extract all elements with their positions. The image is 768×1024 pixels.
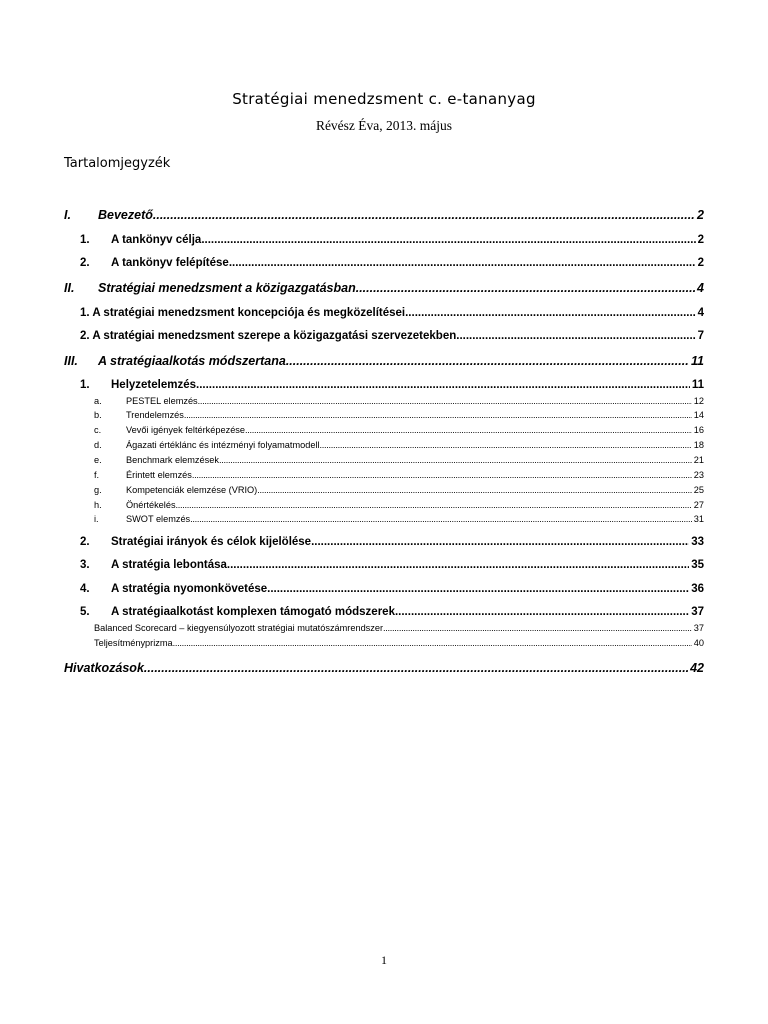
document-author: Révész Éva, 2013. május: [315, 118, 453, 133]
toc-entry-label: Stratégiai menedzsment a közigazgatásban: [98, 281, 356, 295]
toc-dot-leader: [320, 440, 692, 450]
toc-entry-number: 1.: [80, 234, 90, 246]
toc-entry-number: II.: [64, 281, 75, 295]
toc-entry-number: d.: [94, 440, 102, 450]
toc-entry-page: 14: [693, 410, 704, 420]
toc-entry-23[interactable]: [94, 638, 704, 648]
toc-dot-leader: [176, 500, 692, 510]
toc-entry-7[interactable]: [64, 354, 704, 368]
toc-entry-label: Érintett elemzés: [126, 470, 192, 480]
toc-entry-page: 40: [693, 638, 704, 648]
toc-entry-label: A tankönyv célja: [111, 234, 202, 246]
toc-entry-18[interactable]: [80, 536, 704, 548]
toc-entry-number: f.: [94, 470, 100, 480]
toc-entry-8[interactable]: [80, 379, 704, 391]
toc-entry-14[interactable]: [94, 470, 704, 480]
toc-entry-label: A stratégiaalkotás módszertana: [98, 354, 286, 368]
toc-entry-page: 12: [693, 396, 704, 406]
toc-entry-page: 27: [693, 500, 704, 510]
toc-entry-page: 25: [693, 485, 704, 495]
toc-dot-leader: [245, 425, 692, 435]
toc-entry-2[interactable]: [80, 234, 704, 246]
toc-dot-leader: [257, 485, 692, 495]
toc-entry-number: 3.: [80, 559, 90, 571]
toc-entry-label: SWOT elemzés: [126, 514, 191, 524]
toc-entry-3[interactable]: [80, 257, 704, 269]
toc-dot-leader: [311, 536, 689, 548]
toc-entry-page: 42: [690, 661, 704, 675]
toc-entry-page: 18: [693, 440, 704, 450]
toc-dot-leader: [201, 234, 695, 246]
toc-entry-label: Helyzetelemzés: [111, 379, 197, 391]
toc-entry-page: 37: [691, 606, 704, 618]
toc-entry-number: 4.: [80, 583, 90, 595]
toc-entry-label: Balanced Scorecard – kiegyensúlyozott stratégiai mutatószámrendszer: [94, 623, 384, 633]
toc-entry-label: A stratégiaalkotást komplexen támogató módszerek: [111, 606, 395, 618]
toc-entry-page: 21: [693, 455, 704, 465]
page-number: 1: [381, 953, 387, 967]
toc-entry-number: c.: [94, 425, 102, 435]
toc-entry-13[interactable]: [94, 455, 704, 465]
toc-entry-label: Önértékelés: [126, 500, 176, 510]
toc-entry-page: 16: [693, 425, 704, 435]
toc-entry-label: 1. A stratégiai menedzsment koncepciója és megközelítései: [80, 307, 406, 319]
toc-entry-4[interactable]: [64, 281, 704, 295]
toc-dot-leader: [190, 514, 692, 524]
toc-entry-page: 4: [697, 281, 704, 295]
toc-entry-21[interactable]: [80, 606, 704, 618]
toc-entry-page: 23: [693, 470, 704, 480]
toc-dot-leader: [173, 638, 692, 648]
toc-entry-label: Teljesítményprizma: [94, 638, 173, 648]
toc-dot-leader: [356, 281, 695, 295]
toc-entry-15[interactable]: [94, 485, 704, 495]
toc-entry-9[interactable]: [94, 396, 704, 406]
toc-heading: Tartalomjegyzék: [64, 156, 171, 171]
toc-entry-number: h.: [94, 500, 102, 510]
toc-entry-label: Bevezető: [98, 208, 153, 222]
toc-entry-17[interactable]: [94, 514, 704, 524]
toc-entry-label: Kompetenciák elemzése (VRIO): [126, 485, 258, 495]
toc-entry-page: 33: [691, 536, 704, 548]
toc-entry-20[interactable]: [80, 583, 704, 595]
toc-entry-number: 2.: [80, 257, 90, 269]
toc-entry-12[interactable]: [94, 440, 704, 450]
toc-entry-label: Stratégiai irányok és célok kijelölése: [111, 536, 312, 548]
toc-entry-page: 2: [697, 234, 704, 246]
toc-entry-label: PESTEL elemzés: [126, 396, 198, 406]
toc-dot-leader: [267, 583, 689, 595]
toc-entry-number: 1.: [80, 379, 90, 391]
toc-entry-number: III.: [64, 354, 78, 368]
toc-entry-10[interactable]: [94, 410, 704, 420]
toc-dot-leader: [219, 455, 692, 465]
toc-entry-label: Hivatkozások: [64, 661, 144, 675]
toc-entry-page: 35: [691, 559, 704, 571]
toc-entry-number: g.: [94, 485, 102, 495]
toc-dot-leader: [192, 470, 692, 480]
toc-dot-leader: [153, 208, 695, 222]
toc-entry-11[interactable]: [94, 425, 704, 435]
toc-entry-label: Ágazati értéklánc és intézményi folyamatmodell: [126, 440, 320, 450]
toc-entry-1[interactable]: [64, 208, 704, 222]
toc-entry-page: 36: [691, 583, 704, 595]
toc-entry-number: I.: [64, 208, 71, 222]
toc-entry-label: A tankönyv felépítése: [111, 257, 229, 269]
toc-dot-leader: [196, 379, 690, 391]
toc-dot-leader: [227, 559, 689, 571]
toc-entry-label: Vevői igények feltérképezése: [126, 425, 246, 435]
toc-entry-22[interactable]: [94, 623, 704, 633]
toc-entry-page: 4: [697, 307, 704, 319]
toc-entry-number: i.: [94, 514, 99, 524]
toc-entry-6[interactable]: [80, 330, 704, 342]
toc-dot-leader: [286, 354, 689, 368]
toc-entry-page: 11: [691, 379, 704, 391]
toc-dot-leader: [395, 606, 689, 618]
toc-entry-5[interactable]: [80, 307, 704, 319]
toc-entry-number: a.: [94, 396, 102, 406]
document-title: Stratégiai menedzsment c. e-tananyag: [232, 90, 536, 108]
toc-dot-leader: [144, 661, 688, 675]
toc-entry-16[interactable]: [94, 500, 704, 510]
toc-entry-page: 11: [691, 354, 704, 368]
toc-entry-page: 31: [693, 514, 704, 524]
toc-dot-leader: [198, 396, 692, 406]
toc-entry-label: 2. A stratégiai menedzsment szerepe a közigazgatási szervezetekben: [80, 330, 457, 342]
toc-entry-number: 2.: [80, 536, 90, 548]
toc-entry-label: Trendelemzés: [126, 410, 184, 420]
toc-entry-19[interactable]: [80, 559, 704, 571]
toc-entry-number: 5.: [80, 606, 90, 618]
toc-entry-page: 2: [697, 208, 704, 222]
toc-entry-label: A stratégia lebontása: [111, 559, 227, 571]
toc-entry-number: e.: [94, 455, 102, 465]
toc-dot-leader: [229, 257, 696, 269]
toc-entry-page: 2: [697, 257, 704, 269]
toc-entry-page: 37: [693, 623, 704, 633]
toc-entry-24[interactable]: [64, 661, 704, 675]
toc-entry-page: 7: [697, 330, 704, 342]
toc-dot-leader: [405, 307, 695, 319]
toc-dot-leader: [184, 410, 692, 420]
toc-entry-number: b.: [94, 410, 102, 420]
toc-entry-label: A stratégia nyomonkövetése: [111, 583, 268, 595]
toc-dot-leader: [383, 623, 692, 633]
toc-dot-leader: [456, 330, 695, 342]
toc-entry-label: Benchmark elemzések: [126, 455, 219, 465]
